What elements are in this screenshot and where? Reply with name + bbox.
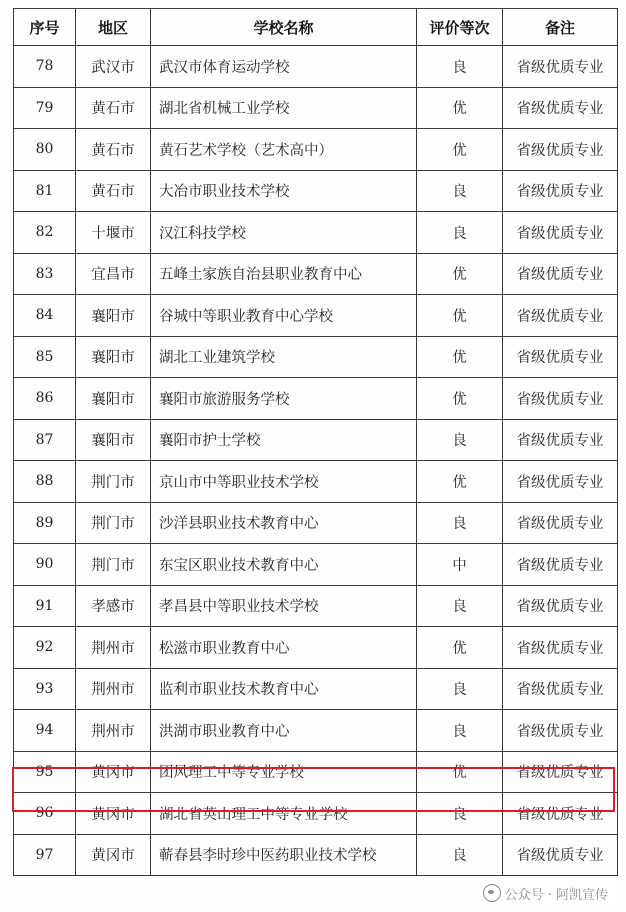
table-header-row <box>14 9 618 46</box>
cell-school-name: 东宝区职业技术教育中心 <box>151 544 417 586</box>
cell-note: 省级优质专业 <box>503 834 618 876</box>
cell-region: 荆门市 <box>76 544 151 586</box>
header-school-name: 学校名称 <box>151 9 417 46</box>
table-row <box>14 212 618 254</box>
cell-grade: 良 <box>417 710 503 752</box>
table-row <box>14 46 618 88</box>
table-row <box>14 419 618 461</box>
cell-grade: 良 <box>417 793 503 835</box>
cell-school-name: 蕲春县李时珍中医药职业技术学校 <box>151 834 417 876</box>
table-row <box>14 585 618 627</box>
table-row <box>14 502 618 544</box>
cell-school-name: 黄石艺术学校（艺术高中） <box>151 129 417 171</box>
cell-note: 省级优质专业 <box>503 419 618 461</box>
cell-grade: 良 <box>417 668 503 710</box>
cell-note: 省级优质专业 <box>503 87 618 129</box>
table-row <box>14 295 618 337</box>
cell-region: 宜昌市 <box>76 253 151 295</box>
cell-region: 荆州市 <box>76 627 151 669</box>
cell-grade: 优 <box>417 378 503 420</box>
cell-index: 92 <box>14 627 76 669</box>
cell-note: 省级优质专业 <box>503 544 618 586</box>
cell-note: 省级优质专业 <box>503 710 618 752</box>
header-note: 备注 <box>503 9 618 46</box>
cell-school-name: 湖北省英山理工中等专业学校 <box>151 793 417 835</box>
cell-grade: 中 <box>417 544 503 586</box>
cell-school-name: 沙洋县职业技术教育中心 <box>151 502 417 544</box>
cell-school-name: 汉江科技学校 <box>151 212 417 254</box>
cell-index: 95 <box>14 751 76 793</box>
cell-note: 省级优质专业 <box>503 170 618 212</box>
cell-index: 89 <box>14 502 76 544</box>
cell-index: 87 <box>14 419 76 461</box>
cell-school-name: 大冶市职业技术学校 <box>151 170 417 212</box>
table-row <box>14 170 618 212</box>
table-row <box>14 793 618 835</box>
cell-index: 91 <box>14 585 76 627</box>
cell-region: 荆门市 <box>76 461 151 503</box>
cell-index: 96 <box>14 793 76 835</box>
cell-note: 省级优质专业 <box>503 336 618 378</box>
cell-note: 省级优质专业 <box>503 627 618 669</box>
cell-index: 78 <box>14 46 76 88</box>
cell-school-name: 洪湖市职业教育中心 <box>151 710 417 752</box>
cell-region: 荆门市 <box>76 502 151 544</box>
cell-note: 省级优质专业 <box>503 461 618 503</box>
table-row <box>14 253 618 295</box>
cell-note: 省级优质专业 <box>503 502 618 544</box>
cell-index: 84 <box>14 295 76 337</box>
cell-note: 省级优质专业 <box>503 751 618 793</box>
cell-grade: 良 <box>417 834 503 876</box>
cell-index: 86 <box>14 378 76 420</box>
cell-school-name: 团风理工中等专业学校 <box>151 751 417 793</box>
cell-note: 省级优质专业 <box>503 253 618 295</box>
cell-grade: 优 <box>417 87 503 129</box>
cell-school-name: 湖北工业建筑学校 <box>151 336 417 378</box>
table-row <box>14 751 618 793</box>
table-row <box>14 544 618 586</box>
header-index: 序号 <box>14 9 76 46</box>
cell-region: 襄阳市 <box>76 336 151 378</box>
cell-grade: 优 <box>417 627 503 669</box>
cell-region: 十堰市 <box>76 212 151 254</box>
cell-region: 黄冈市 <box>76 834 151 876</box>
cell-region: 襄阳市 <box>76 378 151 420</box>
cell-school-name: 谷城中等职业教育中心学校 <box>151 295 417 337</box>
cell-index: 88 <box>14 461 76 503</box>
wechat-icon <box>483 884 501 902</box>
cell-index: 94 <box>14 710 76 752</box>
cell-note: 省级优质专业 <box>503 212 618 254</box>
watermark-text: 公众号 · 阿凯宣传 <box>504 887 608 903</box>
cell-index: 97 <box>14 834 76 876</box>
cell-region: 襄阳市 <box>76 295 151 337</box>
table-row <box>14 336 618 378</box>
table-row <box>14 710 618 752</box>
cell-grade: 优 <box>417 295 503 337</box>
cell-note: 省级优质专业 <box>503 585 618 627</box>
cell-region: 荆州市 <box>76 710 151 752</box>
cell-school-name: 孝昌县中等职业技术学校 <box>151 585 417 627</box>
cell-grade: 良 <box>417 585 503 627</box>
cell-school-name: 监利市职业技术教育中心 <box>151 668 417 710</box>
cell-region: 黄冈市 <box>76 793 151 835</box>
header-grade: 评价等次 <box>417 9 503 46</box>
cell-school-name: 松滋市职业教育中心 <box>151 627 417 669</box>
table-row <box>14 129 618 171</box>
cell-grade: 良 <box>417 46 503 88</box>
cell-index: 93 <box>14 668 76 710</box>
cell-school-name: 湖北省机械工业学校 <box>151 87 417 129</box>
header-region: 地区 <box>76 9 151 46</box>
cell-school-name: 武汉市体育运动学校 <box>151 46 417 88</box>
cell-grade: 优 <box>417 129 503 171</box>
cell-region: 黄石市 <box>76 129 151 171</box>
cell-index: 79 <box>14 87 76 129</box>
cell-note: 省级优质专业 <box>503 46 618 88</box>
cell-region: 黄石市 <box>76 87 151 129</box>
cell-note: 省级优质专业 <box>503 378 618 420</box>
cell-index: 83 <box>14 253 76 295</box>
watermark <box>479 880 612 906</box>
cell-grade: 优 <box>417 751 503 793</box>
cell-note: 省级优质专业 <box>503 129 618 171</box>
cell-region: 黄冈市 <box>76 751 151 793</box>
cell-region: 黄石市 <box>76 170 151 212</box>
cell-school-name: 襄阳市旅游服务学校 <box>151 378 417 420</box>
cell-grade: 良 <box>417 502 503 544</box>
table-row <box>14 378 618 420</box>
cell-region: 武汉市 <box>76 46 151 88</box>
cell-school-name: 京山市中等职业技术学校 <box>151 461 417 503</box>
table-row <box>14 834 618 876</box>
cell-region: 襄阳市 <box>76 419 151 461</box>
cell-region: 孝感市 <box>76 585 151 627</box>
cell-grade: 良 <box>417 212 503 254</box>
cell-school-name: 襄阳市护士学校 <box>151 419 417 461</box>
cell-index: 90 <box>14 544 76 586</box>
cell-grade: 良 <box>417 170 503 212</box>
cell-grade: 优 <box>417 336 503 378</box>
cell-index: 82 <box>14 212 76 254</box>
table-row <box>14 627 618 669</box>
table-row <box>14 668 618 710</box>
cell-note: 省级优质专业 <box>503 668 618 710</box>
cell-note: 省级优质专业 <box>503 295 618 337</box>
school-evaluation-table <box>13 8 618 876</box>
cell-note: 省级优质专业 <box>503 793 618 835</box>
cell-index: 85 <box>14 336 76 378</box>
cell-grade: 优 <box>417 461 503 503</box>
cell-grade: 良 <box>417 419 503 461</box>
cell-grade: 优 <box>417 253 503 295</box>
cell-index: 80 <box>14 129 76 171</box>
table-row <box>14 87 618 129</box>
cell-school-name: 五峰土家族自治县职业教育中心 <box>151 253 417 295</box>
table-row <box>14 461 618 503</box>
cell-region: 荆州市 <box>76 668 151 710</box>
cell-index: 81 <box>14 170 76 212</box>
